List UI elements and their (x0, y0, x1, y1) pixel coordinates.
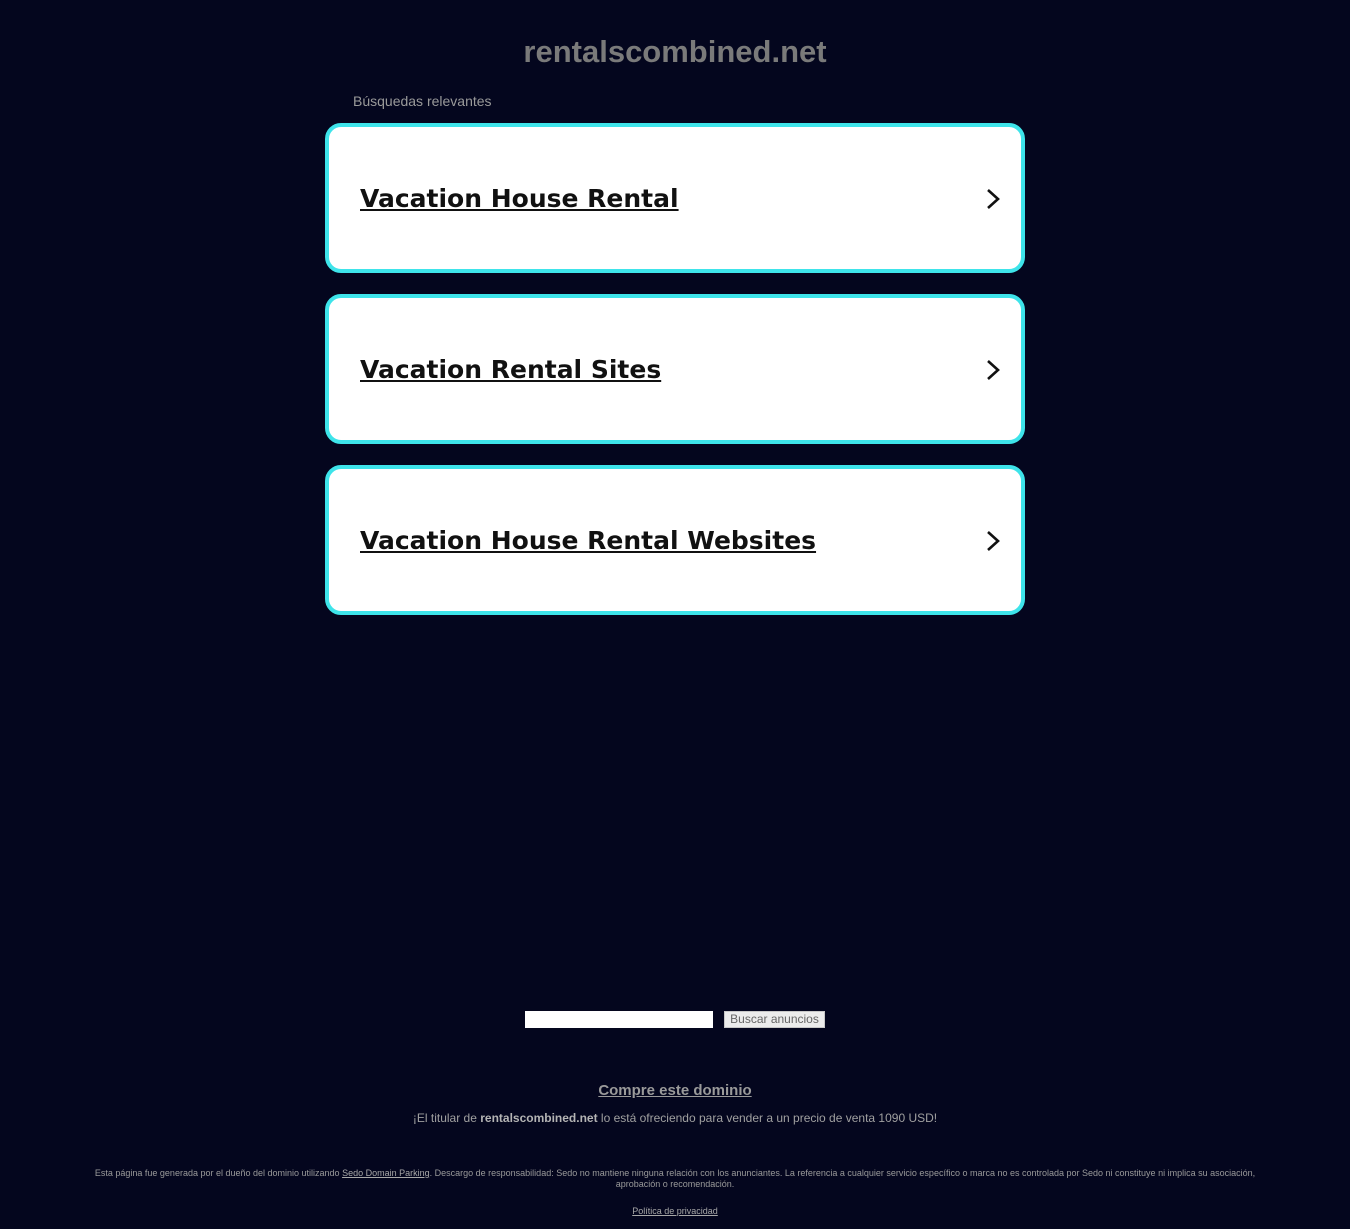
privacy-section (0, 1205, 1350, 1217)
domain-title: rentalscombined.net (523, 34, 827, 69)
chevron-right-icon (981, 187, 1005, 211)
related-searches-heading: Búsquedas relevantes (353, 93, 492, 109)
search-link-label[interactable]: Vacation House Rental Websites (360, 526, 817, 555)
search-link-label[interactable]: Vacation Rental Sites (360, 355, 662, 384)
sale-domain: rentalscombined.net (480, 1111, 598, 1125)
ad-search-form (525, 1011, 825, 1029)
search-link-label[interactable]: Vacation House Rental (360, 184, 679, 213)
disclaimer-suffix: . Descargo de responsabilidad: Sedo no mantiene ninguna relación con los anunciantes. La referencia a cualquier servicio específico o marca no es controlada por Sedo ni constituye ni implica su asociación, aprobación o recomendación. (429, 1168, 1256, 1189)
disclaimer-text (75, 1168, 1275, 1190)
chevron-right-icon (981, 358, 1005, 382)
privacy-policy-link[interactable]: Política de privacidad (632, 1206, 718, 1216)
search-link-vacation-rental-sites[interactable] (325, 294, 1025, 444)
buy-domain-link[interactable]: Compre este dominio (598, 1082, 752, 1099)
chevron-right-icon (981, 529, 1005, 553)
buy-domain-section (0, 1081, 1350, 1101)
sale-prefix: ¡El titular de (412, 1111, 481, 1125)
search-link-vacation-house-rental-websites[interactable] (325, 465, 1025, 615)
sale-offer-text (0, 1110, 1350, 1126)
sale-suffix: lo está ofreciendo para vender a un precio de venta 1090 USD! (597, 1111, 938, 1125)
ad-search-input[interactable] (525, 1011, 713, 1028)
disclaimer-prefix: Esta página fue generada por el dueño del dominio utilizando (94, 1168, 343, 1178)
search-ads-button[interactable]: Buscar anuncios (724, 1011, 825, 1028)
search-link-vacation-house-rental[interactable] (325, 123, 1025, 273)
sedo-domain-parking-link[interactable]: Sedo Domain Parking (342, 1168, 430, 1178)
